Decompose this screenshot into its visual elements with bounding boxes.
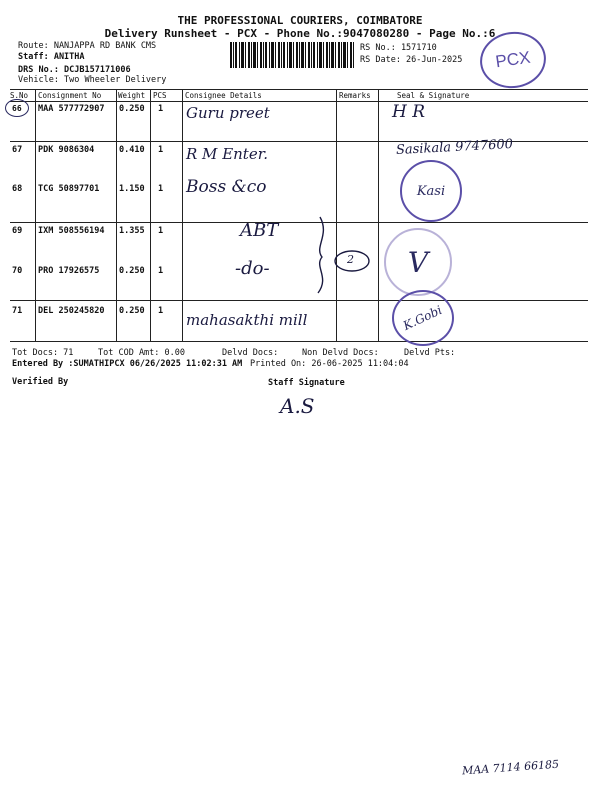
col-separator bbox=[116, 89, 117, 341]
col-seal: Seal & Signature bbox=[397, 91, 470, 100]
staff-label: Staff: ANITHA bbox=[18, 52, 85, 62]
delivered-pts: Delvd Pts: bbox=[404, 348, 456, 358]
seal-stamp bbox=[384, 228, 452, 296]
row-consignee-handwritten: R M Enter. bbox=[186, 145, 268, 163]
row-seal-signature: K.Gobi bbox=[401, 302, 445, 334]
drs-label: DRS No.: DCJB157171006 bbox=[18, 65, 131, 75]
row-seal-signature: Kasi bbox=[416, 183, 446, 199]
row-weight: 0.250 bbox=[119, 306, 145, 316]
circle-mark bbox=[5, 99, 29, 117]
rs-date: RS Date: 26-Jun-2025 bbox=[360, 55, 463, 65]
header-bottom-line bbox=[10, 101, 588, 102]
row-seal-signature: H R bbox=[392, 102, 426, 122]
row-pcs: 1 bbox=[158, 104, 164, 114]
row-seal-signature: Sasikala 9747600 bbox=[395, 136, 514, 159]
pcx-stamp-text: PCX bbox=[494, 47, 532, 72]
company-title: THE PROFESSIONAL COURIERS, COIMBATORE bbox=[177, 14, 423, 27]
row-pcs: 1 bbox=[158, 145, 164, 155]
col-remarks: Remarks bbox=[339, 91, 371, 100]
row-sno: 70 bbox=[12, 266, 23, 276]
col-separator bbox=[150, 89, 151, 341]
row-consignment: DEL 250245820 bbox=[38, 306, 105, 316]
staff-signature: A.S bbox=[280, 394, 315, 418]
bracket-graphic bbox=[312, 215, 372, 295]
bottom-handwritten-note: MAA 7114 66185 bbox=[461, 757, 560, 778]
row-consignment: MAA 577772907 bbox=[38, 104, 105, 114]
col-consignee: Consignee Details bbox=[185, 91, 262, 100]
printed-on: Printed On: 26-06-2025 11:04:04 bbox=[250, 359, 409, 369]
row-consignment: TCG 50897701 bbox=[38, 184, 100, 194]
row-pcs: 1 bbox=[158, 306, 164, 316]
col-pcs: PCS bbox=[153, 91, 167, 100]
col-separator bbox=[35, 89, 36, 341]
table-top-line bbox=[10, 89, 588, 90]
non-delivered-docs: Non Delvd Docs: bbox=[302, 348, 379, 358]
rs-number: RS No.: 1571710 bbox=[360, 43, 437, 53]
col-separator bbox=[182, 89, 183, 341]
row-weight: 0.250 bbox=[119, 266, 145, 276]
delivered-docs: Delvd Docs: bbox=[222, 348, 279, 358]
runsheet-subtitle: Delivery Runsheet - PCX - Phone No.:9047080280 - Page No.:6 bbox=[104, 27, 496, 40]
row-consignee-handwritten: -do- bbox=[235, 258, 270, 279]
row-sno: 67 bbox=[12, 145, 23, 155]
row-weight: 1.150 bbox=[119, 184, 145, 194]
bracket-note: 2 bbox=[347, 253, 354, 266]
table-bottom-line bbox=[10, 341, 588, 342]
row-consignment: PDK 9086304 bbox=[38, 145, 95, 155]
col-sno: S.No bbox=[10, 91, 29, 100]
row-sno: 68 bbox=[12, 184, 23, 194]
entered-by: Entered By :SUMATHIPCX 06/26/2025 11:02:31 AM bbox=[12, 359, 243, 369]
row-sno: 66 bbox=[12, 104, 22, 113]
row-weight: 0.410 bbox=[119, 145, 145, 155]
row-consignment: IXM 508556194 bbox=[38, 226, 105, 236]
bracket-mark bbox=[312, 215, 372, 295]
total-docs: Tot Docs: 71 bbox=[12, 348, 74, 358]
route-label: Route: NANJAPPA RD BANK CMS bbox=[18, 41, 157, 51]
row-consignee-handwritten: Boss &co bbox=[186, 177, 267, 197]
col-separator bbox=[378, 89, 379, 341]
row-consignee-handwritten: Guru preet bbox=[186, 104, 270, 122]
row-consignee-handwritten: mahasakthi mill bbox=[186, 311, 308, 329]
row-weight: 1.355 bbox=[119, 226, 145, 236]
barcode-graphic bbox=[230, 42, 354, 68]
row-pcs: 1 bbox=[158, 184, 164, 194]
row-consignee-handwritten: ABT bbox=[240, 220, 279, 241]
row-line bbox=[10, 222, 588, 223]
row-pcs: 1 bbox=[158, 226, 164, 236]
row-pcs: 1 bbox=[158, 266, 164, 276]
seal-stamp bbox=[392, 290, 454, 346]
row-sno: 71 bbox=[12, 306, 23, 316]
barcode bbox=[230, 42, 354, 68]
verified-by: Verified By bbox=[12, 377, 69, 387]
vehicle-label: Vehicle: Two Wheeler Delivery bbox=[18, 75, 167, 85]
col-consignment: Consignment No bbox=[38, 91, 102, 100]
row-sno: 69 bbox=[12, 226, 23, 236]
seal-stamp bbox=[400, 160, 462, 222]
row-weight: 0.250 bbox=[119, 104, 145, 114]
row-consignment: PRO 17926575 bbox=[38, 266, 100, 276]
row-line bbox=[10, 300, 588, 301]
staff-signature-label: Staff Signature bbox=[268, 378, 345, 388]
col-weight: Weight bbox=[118, 91, 146, 100]
total-cod: Tot COD Amt: 0.00 bbox=[98, 348, 185, 358]
row-seal-signature: V bbox=[407, 245, 429, 279]
